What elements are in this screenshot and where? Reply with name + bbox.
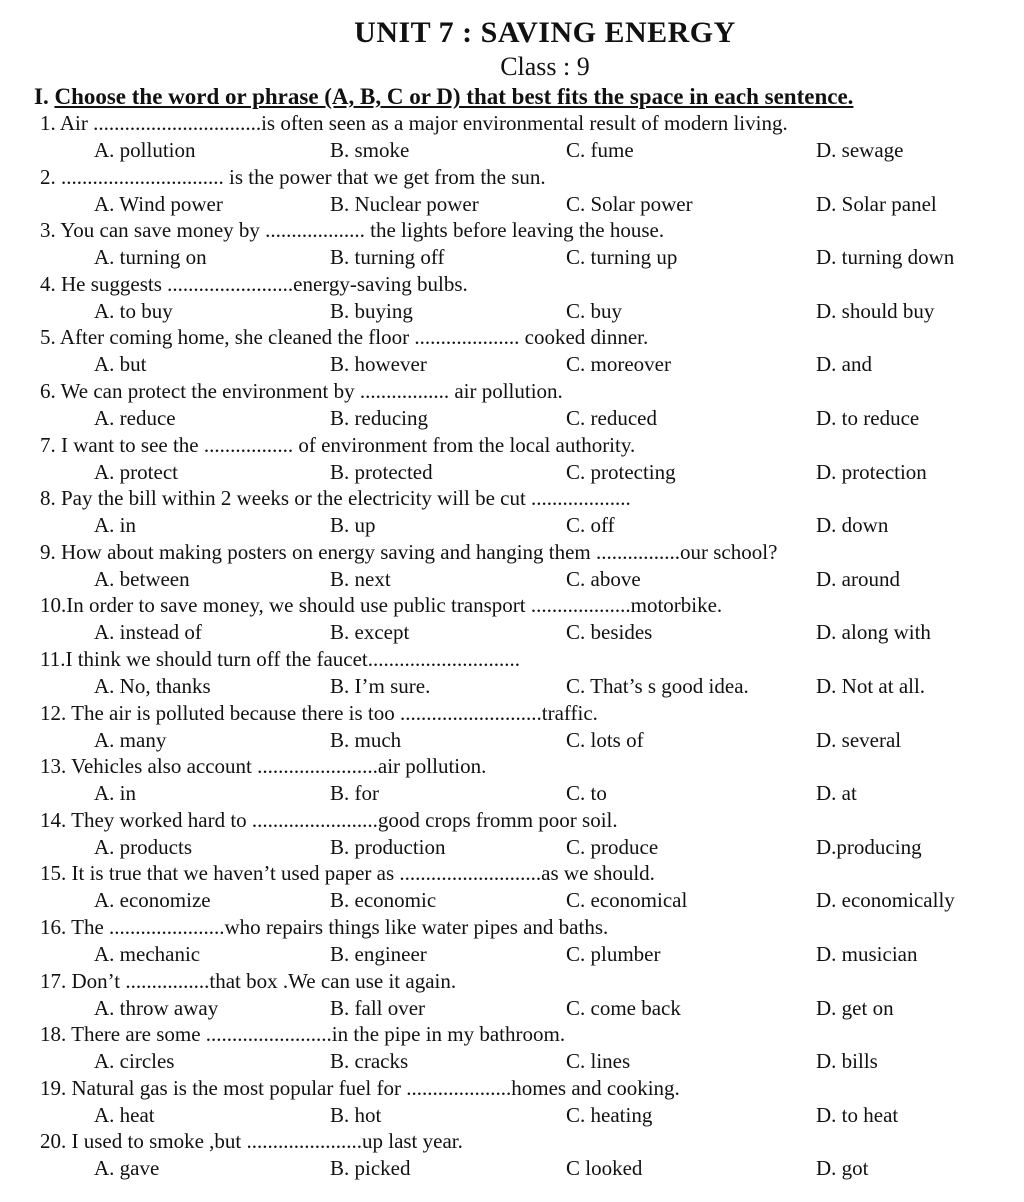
question-item <box>0 485 1024 539</box>
answer-option-b: B. buying <box>330 298 413 323</box>
answer-option-c: C. heating <box>566 1102 653 1127</box>
answer-option-b: B. except <box>330 620 410 645</box>
answer-option-c: C. come back <box>566 995 681 1020</box>
answer-option-b: B. next <box>330 566 391 591</box>
question-stem: 4. He suggests ........................energy-saving bulbs. <box>40 271 468 296</box>
answer-option-d: D. to reduce <box>816 405 920 430</box>
answer-option-d: D. down <box>816 513 889 538</box>
answer-option-c: C. lines <box>566 1049 631 1074</box>
question-stem: 18. There are some ........................in the pipe in my bathroom. <box>40 1022 566 1047</box>
question-item <box>0 646 1024 700</box>
answer-option-a: A. between <box>94 566 190 591</box>
answer-option-c: C. besides <box>566 620 653 645</box>
answer-option-a: A. pollution <box>94 138 196 162</box>
answer-option-c: C. off <box>566 513 615 538</box>
answer-option-c: C. That’s s good idea. <box>566 673 749 698</box>
question-item <box>0 110 1024 164</box>
question-item <box>0 700 1024 754</box>
answer-option-d: D. musician <box>816 941 918 966</box>
answer-option-a: A. but <box>94 352 147 377</box>
answer-option-b: B. much <box>330 727 402 752</box>
answer-option-a: A. turning on <box>94 245 207 270</box>
answer-option-b: B. picked <box>330 1156 411 1181</box>
question-item <box>0 539 1024 593</box>
question-stem: 11.I think we should turn off the faucet............................. <box>40 646 521 671</box>
question-item <box>0 1075 1024 1129</box>
answer-option-a: A. mechanic <box>94 941 201 966</box>
answer-option-b: B. protected <box>330 459 433 484</box>
answer-option-c: C. lots of <box>566 727 644 752</box>
answer-option-a: A. instead of <box>94 620 202 645</box>
answer-option-d: D.producing <box>816 834 922 859</box>
answer-option-a: A. economize <box>94 888 211 913</box>
answer-option-d: D. at <box>816 781 857 806</box>
answer-option-d: D. got <box>816 1156 869 1181</box>
answer-option-d: D. bills <box>816 1049 878 1074</box>
question-stem: 3. You can save money by ................... the lights before leaving the house. <box>40 218 665 243</box>
answer-option-c: C. reduced <box>566 405 657 430</box>
question-item <box>0 1128 1024 1182</box>
question-stem: 7. I want to see the ................. of environment from the local authority. <box>40 432 636 457</box>
answer-option-d: D. economically <box>816 888 955 913</box>
answer-option-c: C. fume <box>566 138 634 162</box>
question-item <box>0 860 1024 914</box>
answer-option-b: B. I’m sure. <box>330 673 431 698</box>
answer-option-b: B. engineer <box>330 941 427 966</box>
question-stem: 5. After coming home, she cleaned the floor .................... cooked dinner. <box>40 325 649 350</box>
question-item <box>0 1021 1024 1075</box>
question-stem: 12. The air is polluted because there is too ...........................traffic. <box>40 700 598 725</box>
answer-option-c: C looked <box>566 1156 643 1181</box>
question-stem: 1. Air ................................is often seen as a major environmental result of modern living. <box>40 111 788 135</box>
answer-option-b: B. economic <box>330 888 437 913</box>
question-stem: 13. Vehicles also account .......................air pollution. <box>40 754 487 779</box>
section-instruction: Choose the word or phrase (A, B, C or D) that best fits the space in each sentence. <box>54 84 854 109</box>
answer-option-c: C. Solar power <box>566 191 693 216</box>
answer-option-c: C. protecting <box>566 459 676 484</box>
question-item <box>0 432 1024 486</box>
question-item <box>0 164 1024 218</box>
answer-option-d: D. should buy <box>816 298 935 323</box>
question-stem: 19. Natural gas is the most popular fuel for ....................homes and cooking. <box>40 1075 680 1100</box>
answer-option-a: A. Wind power <box>94 191 223 216</box>
question-item <box>0 753 1024 807</box>
question-item <box>0 217 1024 271</box>
answer-option-a: A. No, thanks <box>94 673 211 698</box>
answer-option-a: A. reduce <box>94 405 176 430</box>
question-stem: 2. ............................... is the power that we get from the sun. <box>40 164 546 189</box>
answer-option-a: A. protect <box>94 459 178 484</box>
answer-option-a: A. in <box>94 781 136 806</box>
answer-option-d: D. sewage <box>816 138 904 162</box>
question-item <box>0 271 1024 325</box>
answer-option-d: D. get on <box>816 995 894 1020</box>
answer-option-b: B. for <box>330 781 379 806</box>
answer-option-a: A. to buy <box>94 298 173 323</box>
answer-option-d: D. Not at all. <box>816 673 926 698</box>
answer-option-d: D. along with <box>816 620 931 645</box>
answer-option-c: C. turning up <box>566 245 678 270</box>
worksheet-title: UNIT 7 : SAVING ENERGY <box>354 16 736 49</box>
question-item <box>0 378 1024 432</box>
question-stem: 14. They worked hard to ........................good crops fromm poor soil. <box>40 807 618 832</box>
answer-option-d: D. and <box>816 352 872 377</box>
answer-option-c: C. above <box>566 566 641 591</box>
question-item <box>0 324 1024 378</box>
answer-option-c: C. buy <box>566 298 623 323</box>
answer-option-c: C. produce <box>566 834 659 859</box>
answer-option-b: B. production <box>330 834 446 859</box>
question-item <box>0 592 1024 646</box>
answer-option-d: D. protection <box>816 459 927 484</box>
answer-option-c: C. economical <box>566 888 688 913</box>
answer-option-b: B. hot <box>330 1102 382 1127</box>
answer-option-c: C. to <box>566 781 607 806</box>
answer-option-a: A. many <box>94 727 167 752</box>
question-stem: 8. Pay the bill within 2 weeks or the electricity will be cut ................... <box>40 486 631 511</box>
question-stem: 9. How about making posters on energy saving and hanging them ................our school? <box>40 539 778 564</box>
answer-option-a: A. throw away <box>94 995 219 1020</box>
section-numeral: I. <box>34 84 49 109</box>
question-stem: 16. The ......................who repairs things like water pipes and baths. <box>40 914 609 939</box>
question-list <box>0 110 1024 1182</box>
question-stem: 20. I used to smoke ,but ......................up last year. <box>40 1129 463 1154</box>
answer-option-b: B. however <box>330 352 427 377</box>
answer-option-a: A. circles <box>94 1049 175 1074</box>
answer-option-b: B. fall over <box>330 995 426 1020</box>
answer-option-d: D. around <box>816 566 900 591</box>
answer-option-a: A. in <box>94 513 136 538</box>
answer-option-d: D. to heat <box>816 1102 899 1127</box>
question-stem: 10.In order to save money, we should use public transport ...................motorbike. <box>40 593 723 618</box>
answer-option-b: B. turning off <box>330 245 445 270</box>
question-item <box>0 807 1024 861</box>
answer-option-b: B. cracks <box>330 1049 409 1074</box>
answer-option-b: B. smoke <box>330 138 410 162</box>
answer-option-d: D. Solar panel <box>816 191 937 216</box>
question-stem: 6. We can protect the environment by ................. air pollution. <box>40 378 563 403</box>
answer-option-b: B. Nuclear power <box>330 191 479 216</box>
question-item <box>0 914 1024 968</box>
question-stem: 17. Don’t ................that box .We can use it again. <box>40 968 457 993</box>
class-label: Class : 9 <box>500 52 590 81</box>
answer-option-c: C. plumber <box>566 941 661 966</box>
answer-option-a: A. products <box>94 834 192 859</box>
answer-option-a: A. gave <box>94 1156 160 1181</box>
answer-option-b: B. up <box>330 513 376 538</box>
answer-option-c: C. moreover <box>566 352 671 377</box>
answer-option-d: D. turning down <box>816 245 955 270</box>
answer-option-d: D. several <box>816 727 902 752</box>
question-item <box>0 968 1024 1022</box>
section-heading <box>34 84 853 110</box>
answer-option-b: B. reducing <box>330 405 428 430</box>
answer-option-a: A. heat <box>94 1102 155 1127</box>
question-stem: 15. It is true that we haven’t used paper as ...........................as we should. <box>40 861 655 886</box>
